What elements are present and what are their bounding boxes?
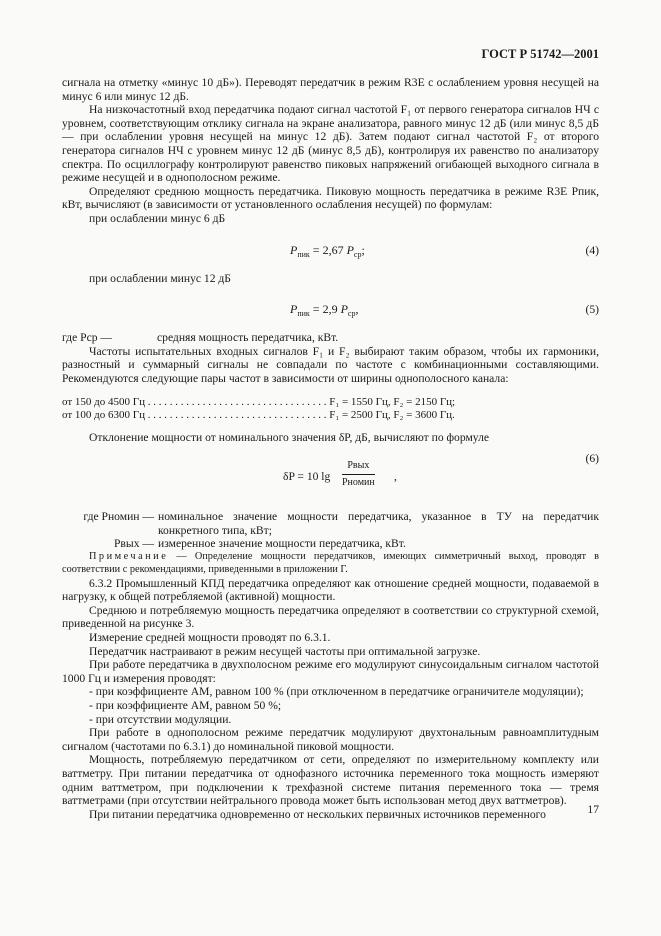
paragraph-3: Определяют среднюю мощность передатчика. Пиковую мощность передатчика в режиме R3E Pпик, кВт, вычисляют (в зависимости от установленного ослабления несущей) по формулам:: [62, 184, 599, 212]
list-item: - при коэффициенте АМ, равном 100 % (при отключенном в передатчике ограничителе модуляции);: [89, 685, 584, 699]
paragraph-6-3-2: 6.3.2 Промышленный КПД передатчика определяют как отношение средней мощности, подаваемой в нагрузку, к общей потребляемой (активной) мощности.: [62, 576, 599, 604]
formula-4-number: (4): [585, 243, 599, 257]
formula-4-rhs-sub: ср: [353, 249, 362, 259]
formula-5-lhs: P: [290, 302, 298, 317]
paragraph-1: сигнала на отметку «минус 10 дБ»). Переводят передатчик в режим R3E с ослаблением уровня несущей на минус 6 или минус 12 дБ.: [62, 76, 599, 103]
formula-4-end: ;: [361, 242, 365, 257]
paragraph-4: Частоты испытательных входных сигналов F₁ и F₂ выбирают таким образом, чтобы их гармоники, разностный и суммарный сигналы не совпадали по частоте с комбинационными составляющими. Рекомендуются следующие пары частот в зависимости от ширины однополосного канала:: [62, 344, 599, 385]
definition-value: номинальное значение мощности передатчика, указанное в ТУ на передатчик конкретного типа, кВт;: [158, 510, 599, 537]
where-pcp: [62, 331, 599, 345]
note-label: Примечание: [89, 551, 169, 563]
document-body: [62, 76, 599, 821]
paragraph-single-band: При работе в однополосном режиме передатчик модулируют двухтональным равноамплитудным сигналом (частотами по 6.3.1) до номинальной пиковой мощности.: [62, 726, 599, 753]
definition-key: Pвых —: [113, 537, 154, 551]
paragraph-measure: Измерение средней мощности проводят по 6.3.1.: [89, 631, 331, 645]
note: [62, 551, 599, 577]
formula-5: [62, 297, 599, 325]
paragraph-multi-source: При питании передатчика одновременно от нескольких первичных источников переменного: [89, 807, 546, 821]
paragraph-tuning: Передатчик настраивают в режим несущей частоты при оптимальной загрузке.: [89, 644, 481, 658]
formula-6-definitions: [62, 510, 599, 551]
paragraph-power: Мощность, потребляемую передатчиком от сети, определяют по измерительному комплекту или ваттметру. При питании передатчика от однофазного источника переменного тока мощность измеряют одним ваттметром, при подключении к трехфазной системе питания переменного тока — тремя ваттметрами (при отсутствии нейтрального провода может быть использован метод двух ваттметров).: [62, 753, 599, 808]
formula-6-number: (6): [585, 452, 599, 466]
list-item: - при отсутствии модуляции.: [89, 712, 232, 726]
paragraph-structure: Среднюю и потребляемую мощность передатчика определяют в соответствии со структурной схемой, приведенной на рисунке 3.: [62, 603, 599, 631]
list-item: - при коэффициенте АМ, равном 50 %;: [89, 699, 282, 712]
formula-6-lhs: δP = 10 lg: [283, 470, 331, 484]
formula-4-expression: [290, 244, 365, 262]
condition-2: при ослаблении минус 12 дБ: [89, 271, 231, 285]
where-pcp-text: средняя мощность передатчика, кВт.: [157, 331, 339, 345]
page-number: 17: [587, 803, 599, 816]
formula-4-relation: = 2,67: [309, 242, 347, 257]
formula-4: [62, 238, 599, 266]
formula-5-number: (5): [585, 303, 599, 317]
formula-6-numerator: Pвых: [342, 459, 375, 475]
formula-6-fraction: [342, 459, 375, 489]
definition-row: [62, 510, 599, 537]
note-text: — Определение мощности передатчиков, имеющих симметричный выход, проводят в соответствии с рекомендациями, приведенными в приложении Г.: [62, 551, 599, 575]
frequency-pairs: [62, 396, 599, 423]
standard-header: ГОСТ Р 51742—2001: [481, 47, 599, 61]
definition-value: измеренное значение мощности передатчика, кВт.: [158, 537, 406, 551]
paragraph-5: Отклонение мощности от номинального значения δP, дБ, вычисляют по формуле: [89, 430, 490, 444]
formula-5-expression: [290, 303, 358, 321]
frequency-pair-1: от 150 до 4500 Гц . . . . . . . . . . . . . . . . . . . . . . . . . . . . . . . . . F₁ = 1550 Гц, F₂ = 2150 Гц;: [62, 395, 456, 408]
formula-6-denominator: Pномин: [342, 476, 375, 488]
formula-5-relation: = 2,9: [309, 302, 341, 317]
formula-5-rhs-sub: ср: [347, 309, 356, 319]
formula-5-end: ,: [355, 302, 359, 317]
formula-6-end: ,: [394, 470, 397, 484]
paragraph-two-band: При работе передатчика в двухполосном режиме его модулируют синусоидальным сигналом частотой 1000 Гц и измерения проводят:: [62, 658, 599, 685]
where-pcp-label: где Pср —: [62, 331, 113, 345]
definition-key: где Pномин —: [83, 510, 154, 524]
formula-4-rhs: P: [346, 242, 354, 257]
formula-4-lhs: P: [290, 242, 298, 257]
definition-row: [62, 537, 599, 551]
formula-5-rhs: P: [340, 302, 348, 317]
formula-5-lhs-sub: пик: [297, 309, 310, 319]
frequency-pair-2: от 100 до 6300 Гц . . . . . . . . . . . . . . . . . . . . . . . . . . . . . . . . . F₁ = 2500 Гц, F₂ = 3600 Гц.: [62, 409, 455, 422]
formula-6: [62, 452, 599, 502]
formula-4-lhs-sub: пик: [297, 249, 310, 259]
paragraph-2: На низкочастотный вход передатчика подают сигнал частотой F₁ от первого генератора сигналов НЧ с уровнем, соответствующим отклику сигнала на экране анализатора, равного минус 12 дБ (или минус 8,5 дБ — при ослаблении уровня несущей на минус 12 дБ). Затем подают сигнал частотой F₂ от второго генератора сигналов НЧ с уровнем минус 12 дБ (минус 8,5 дБ), контролируя их равенство по анализатору спектра. По осциллографу контролируют равенство пиковых напряжений огибающей выходного сигнала в режиме несущей и в однополосном режиме.: [62, 103, 599, 185]
condition-1: при ослаблении минус 6 дБ: [89, 211, 226, 225]
